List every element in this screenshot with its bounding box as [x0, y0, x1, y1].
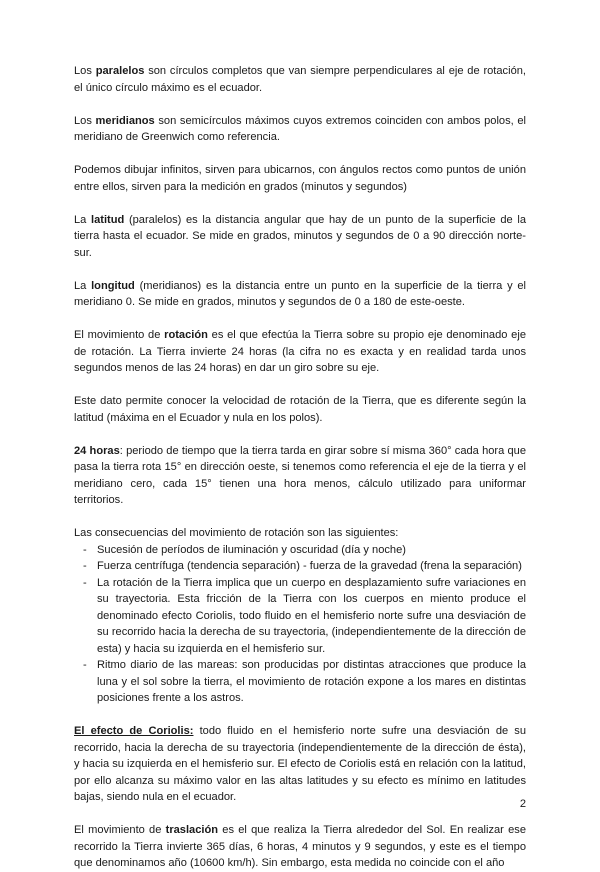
text: son círculos completos que van siempre perpendiculares al eje de rotación, el único círculo máximo es el ecuador. [74, 65, 526, 94]
paragraph-paralelos [74, 63, 526, 96]
text: es el que realiza la Tierra alrededor del Sol. En realizar ese recorrido la Tierra invierte 365 días, 6 horas, 4 minutos y 9 segundos, y este es el tiempo que denominamos año (10600 km/h). Sin embargo, esta medida no coincide con el año [74, 824, 526, 869]
text: (paralelos) es la distancia angular que hay de un punto de la superficie de la tierra hasta el ecuador. Se mide en grados, minutos y segundos de 0 a 90 dirección norte-sur. [74, 213, 526, 259]
term-meridianos: meridianos [95, 114, 155, 127]
text: todo fluido en el hemisferio norte sufre una desviación de su recorrido, hacia la derecha de su trayectoria (independientemente de la dirección de ésta), y hacia su izquierda en el hemisferio sur. El efecto de Coriolis está en relación con la latitud, por ello alcanza su máximo valor en las altas latitudes y su efecto es mínimo en latitudes bajas, siendo nula en el ecuador. [74, 725, 527, 803]
list-item: - Fuerza centrífuga (tendencia separación) - fuerza de la gravedad (frena la separación) [74, 558, 526, 575]
list-item: - La rotación de la Tierra implica que un cuerpo en desplazamiento sufre variaciones en su trayectoria. Esta fricción de la Tierra con los cuerpos en miento produce el denominado efecto Coriolis, todo fluido en el hemisferio norte sufre una desviación de su recorrido hacia la derecha de su trayectoria, (independientemente de la dirección de esta) y hacia su izquierda en el hemisferio sur. [74, 575, 526, 658]
text: es el que efectúa la Tierra sobre su propio eje denominado eje de rotación. La Tierra invierte 24 horas (la cifra no es exacta y en realidad tarda unos segundos menos de las 24 horas) en dar un giro sobre su eje. [74, 329, 526, 374]
consequences-section [74, 525, 526, 707]
text: son semicírculos máximos cuyos extremos coinciden con ambos polos, el meridiano de Greenwich como referencia. [74, 114, 527, 143]
paragraph-coriolis [74, 723, 526, 806]
text: Los [74, 65, 96, 77]
term-longitud: longitud [91, 279, 135, 292]
term-latitud: latitud [91, 213, 125, 226]
text: : periodo de tiempo que la tierra tarda en girar sobre sí misma 360° cada hora que pasa la tierra rota 15° en dirección oeste, si tenemos como referencia el eje de la tierra y el meridiano cero, cada 15° tienen una hora menos, cálculo utilizado para uniformar territorios. [74, 444, 526, 506]
term-paralelos: paralelos [95, 65, 145, 77]
paragraph-rotacion [74, 327, 526, 377]
consequences-intro [74, 525, 526, 542]
list-item: - Ritmo diario de las mareas: son producidas por distintas atracciones que produce la luna y el sol sobre la tierra, el movimiento de rotación expone a los mares en distintas posiciones frente a los astros. [74, 657, 526, 707]
text: La [74, 279, 92, 292]
text: Los [74, 114, 96, 127]
text: Las consecuencias del movimiento de rotación son las siguientes: [74, 527, 399, 539]
text: La [74, 213, 91, 226]
paragraph-latitud [74, 212, 526, 262]
consequences-list [74, 542, 526, 707]
term-rotacion: rotación [164, 329, 208, 341]
text: (meridianos) es la distancia entre un punto en la superficie de la tierra y el meridiano 0. Se mide en grados, minutos y segundos de 0 a 180 de este-oeste. [74, 279, 527, 308]
text: Este dato permite conocer la velocidad de rotación de la Tierra, que es diferente según la latitud (máxima en el Ecuador y nula en los polos). [74, 395, 526, 424]
paragraph-24-horas [74, 443, 526, 509]
text: El movimiento de [74, 329, 165, 341]
paragraph-longitud [74, 278, 526, 311]
text: Podemos dibujar infinitos, sirven para ubicarnos, con ángulos rectos como puntos de unión entre ellos, sirven para la medición en grados (minutos y segundos) [74, 164, 526, 193]
paragraph-traslacion [74, 822, 526, 872]
term-24-horas: 24 horas [74, 444, 120, 457]
paragraph-dibujar [74, 162, 526, 195]
page-number: 2 [519, 798, 526, 810]
term-traslacion: traslación [165, 824, 219, 836]
paragraph-velocidad [74, 393, 526, 426]
term-coriolis: El efecto de Coriolis: [74, 725, 194, 737]
list-item: - Sucesión de períodos de iluminación y oscuridad (día y noche) [74, 542, 526, 559]
paragraph-meridianos [74, 113, 526, 146]
text: El movimiento de [74, 824, 166, 836]
